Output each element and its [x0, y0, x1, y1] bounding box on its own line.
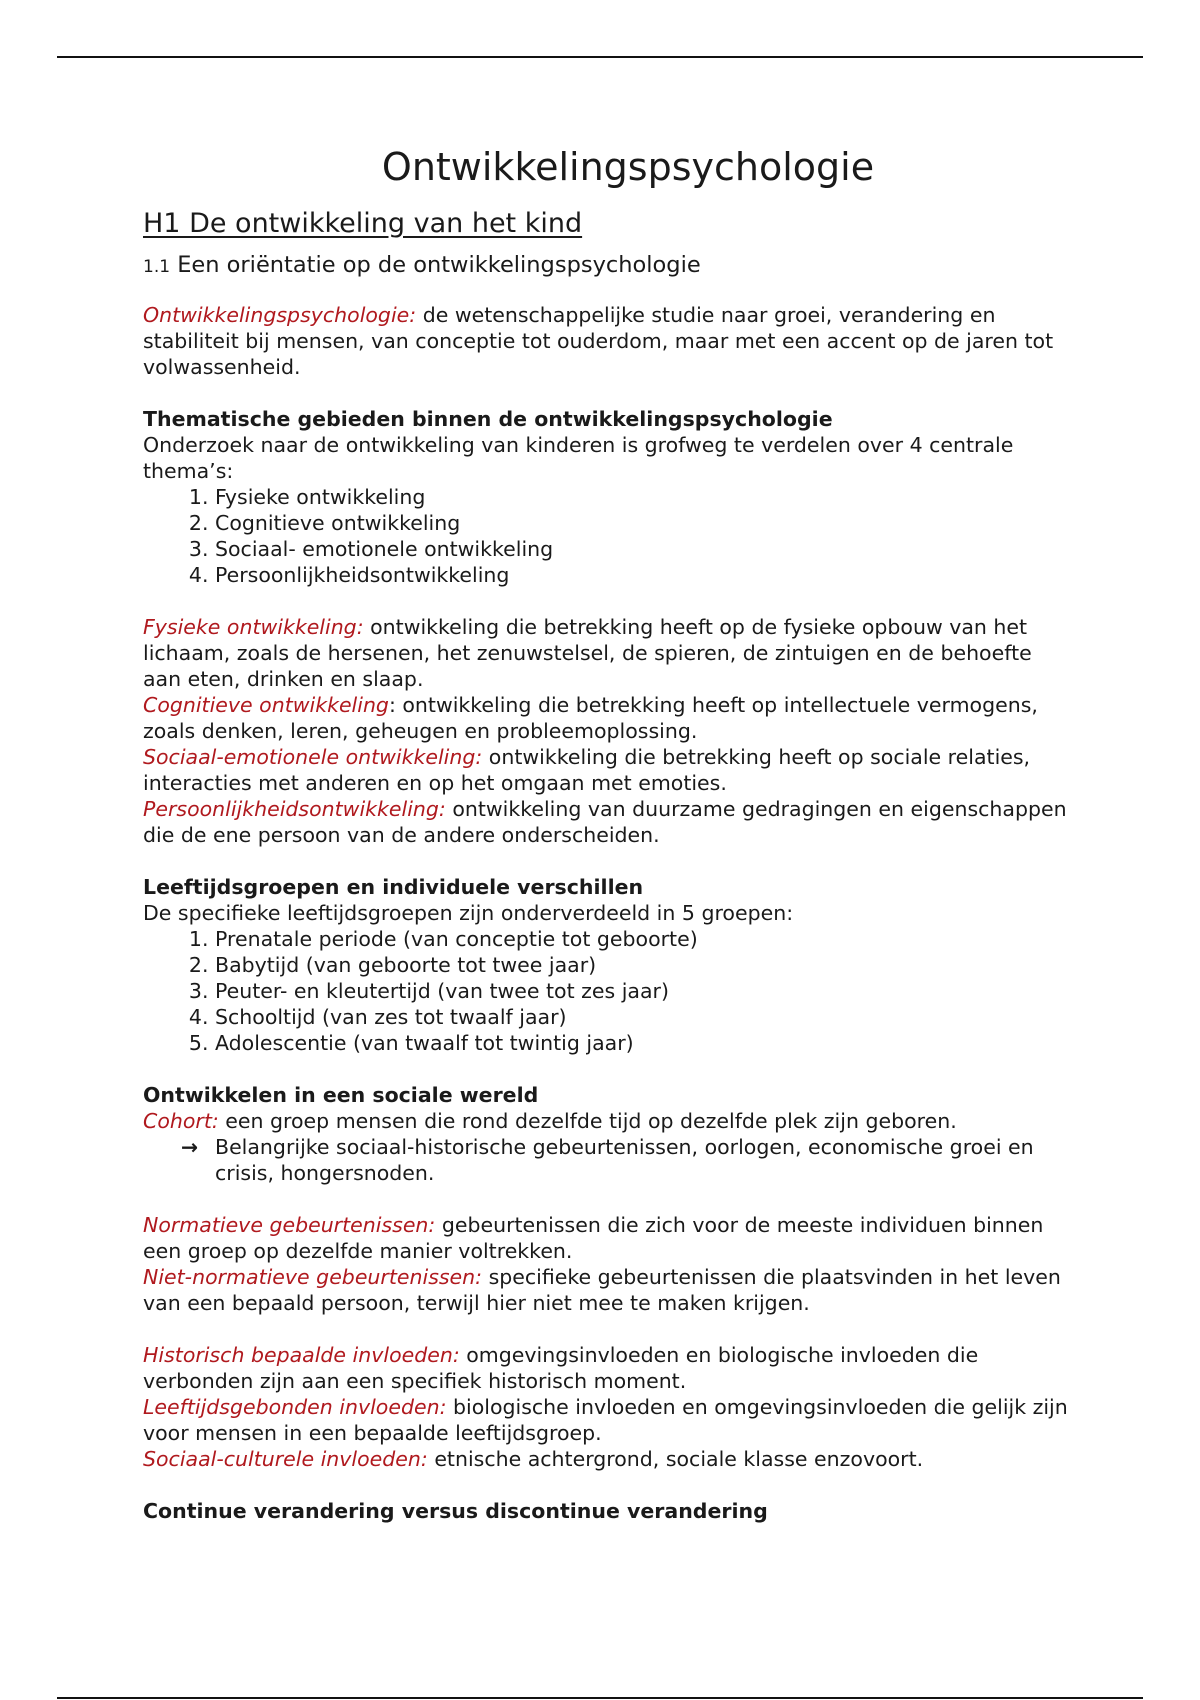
definition-text: : ontwikkeling die betrekking heeft op intellectuele vermogens, zoals denken, leren, geheugen en probleemoplossing.: [143, 693, 1038, 743]
header-rule: [57, 56, 1143, 58]
list-item: 2. Babytijd (van geboorte tot twee jaar): [215, 952, 1073, 978]
section-number: 1.1: [143, 257, 171, 277]
list-item: 4. Schooltijd (van zes tot twaalf jaar): [215, 1004, 1073, 1030]
definition-paragraph: [143, 614, 1073, 692]
list-item: 5. Adolescentie (van twaalf tot twintig jaar): [215, 1030, 1073, 1056]
definition-paragraph: [143, 302, 1073, 380]
definition-term: Fysieke ontwikkeling:: [143, 615, 364, 639]
arrow-item: [143, 1134, 1073, 1186]
definition-term: Cognitieve ontwikkeling: [143, 693, 389, 717]
list-item: 3. Peuter- en kleutertijd (van twee tot zes jaar): [215, 978, 1073, 1004]
definition-term: Persoonlijkheidsontwikkeling:: [143, 797, 446, 821]
definition-text: etnische achtergrond, sociale klasse enzovoort.: [427, 1447, 924, 1471]
footer-rule: [57, 1697, 1143, 1699]
definition-text: ontwikkeling van duurzame gedragingen en eigenschappen die de ene persoon van de andere onderscheiden.: [143, 797, 1067, 847]
themes-intro: Onderzoek naar de ontwikkeling van kinderen is grofweg te verdelen over 4 centrale thema’s:: [143, 433, 1014, 483]
cohort-paragraph: [143, 1108, 1073, 1134]
definition-paragraph: [143, 744, 1073, 796]
definition-text: biologische invloeden en omgevingsinvloeden die gelijk zijn voor mensen in een bepaalde leeftijdsgroep.: [143, 1395, 1068, 1445]
definition-text: omgevingsinvloeden en biologische invloeden die verbonden zijn aan een specifiek historisch moment.: [143, 1343, 979, 1393]
definition-text: gebeurtenissen die zich voor de meeste individuen binnen een groep op dezelfde manier voltrekken.: [143, 1213, 1044, 1263]
list-item: 1. Prenatale periode (van conceptie tot geboorte): [215, 926, 1073, 952]
document-body: [143, 138, 1073, 1524]
definition-paragraph: [143, 1264, 1073, 1316]
definition-text: specifieke gebeurtenissen die plaatsvinden in het leven van een bepaald persoon, terwijl hier niet mee te maken krijgen.: [143, 1265, 1061, 1315]
list-item: 1. Fysieke ontwikkeling: [215, 484, 1073, 510]
continuity-heading: Continue verandering versus discontinue verandering: [143, 1499, 768, 1523]
age-heading: Leeftijdsgroepen en individuele verschillen: [143, 875, 644, 899]
definition-paragraph: [143, 1446, 1073, 1472]
definition-text: ontwikkeling die betrekking heeft op sociale relaties, interacties met anderen en op het omgaan met emoties.: [143, 745, 1031, 795]
definition-term: Sociaal-emotionele ontwikkeling:: [143, 745, 483, 769]
list-item: 2. Cognitieve ontwikkeling: [215, 510, 1073, 536]
definition-paragraph: [143, 1212, 1073, 1264]
definition-paragraph: [143, 1394, 1073, 1446]
section-title: Een oriëntatie op de ontwikkelingspsychologie: [170, 252, 701, 278]
age-intro: De specifieke leeftijdsgroepen zijn onderverdeeld in 5 groepen:: [143, 901, 794, 925]
definition-text: ontwikkeling die betrekking heeft op de fysieke opbouw van het lichaam, zoals de hersenen, het zenuwstelsel, de spieren, de zintuigen en de behoefte aan eten, drinken en slaap.: [143, 615, 1032, 691]
themes-heading: Thematische gebieden binnen de ontwikkelingspsychologie: [143, 407, 833, 431]
definition-term: Normatieve gebeurtenissen:: [143, 1213, 436, 1237]
age-list: [143, 926, 1073, 1056]
definition-paragraph: [143, 1342, 1073, 1394]
arrow-text: Belangrijke sociaal-historische gebeurtenissen, oorlogen, economische groei en crisis, hongersnoden.: [215, 1135, 1034, 1185]
definition-term: Leeftijdsgebonden invloeden:: [143, 1395, 447, 1419]
section-heading: [143, 250, 1073, 282]
list-item: 4. Persoonlijkheidsontwikkeling: [215, 562, 1073, 588]
chapter-heading: H1 De ontwikkeling van het kind: [143, 208, 583, 239]
definition-text: een groep mensen die rond dezelfde tijd op dezelfde plek zijn geboren.: [218, 1109, 957, 1133]
arrow-right-icon: →: [181, 1135, 199, 1159]
definition-term: Historisch bepaalde invloeden:: [143, 1343, 460, 1367]
definition-paragraph: [143, 796, 1073, 848]
definition-term: Sociaal-culturele invloeden:: [143, 1447, 428, 1471]
themes-list: [143, 484, 1073, 588]
social-heading: Ontwikkelen in een sociale wereld: [143, 1083, 539, 1107]
definition-term: Niet-normatieve gebeurtenissen:: [143, 1265, 483, 1289]
definition-paragraph: [143, 692, 1073, 744]
document-title: Ontwikkelingspsychologie: [381, 145, 875, 189]
definition-text: de wetenschappelijke studie naar groei, verandering en stabiliteit bij mensen, van conceptie tot ouderdom, maar met een accent op de jaren tot volwassenheid.: [143, 303, 1054, 379]
list-item: 3. Sociaal- emotionele ontwikkeling: [215, 536, 1073, 562]
definition-term: Cohort:: [143, 1109, 219, 1133]
definition-term: Ontwikkelingspsychologie:: [143, 303, 417, 327]
